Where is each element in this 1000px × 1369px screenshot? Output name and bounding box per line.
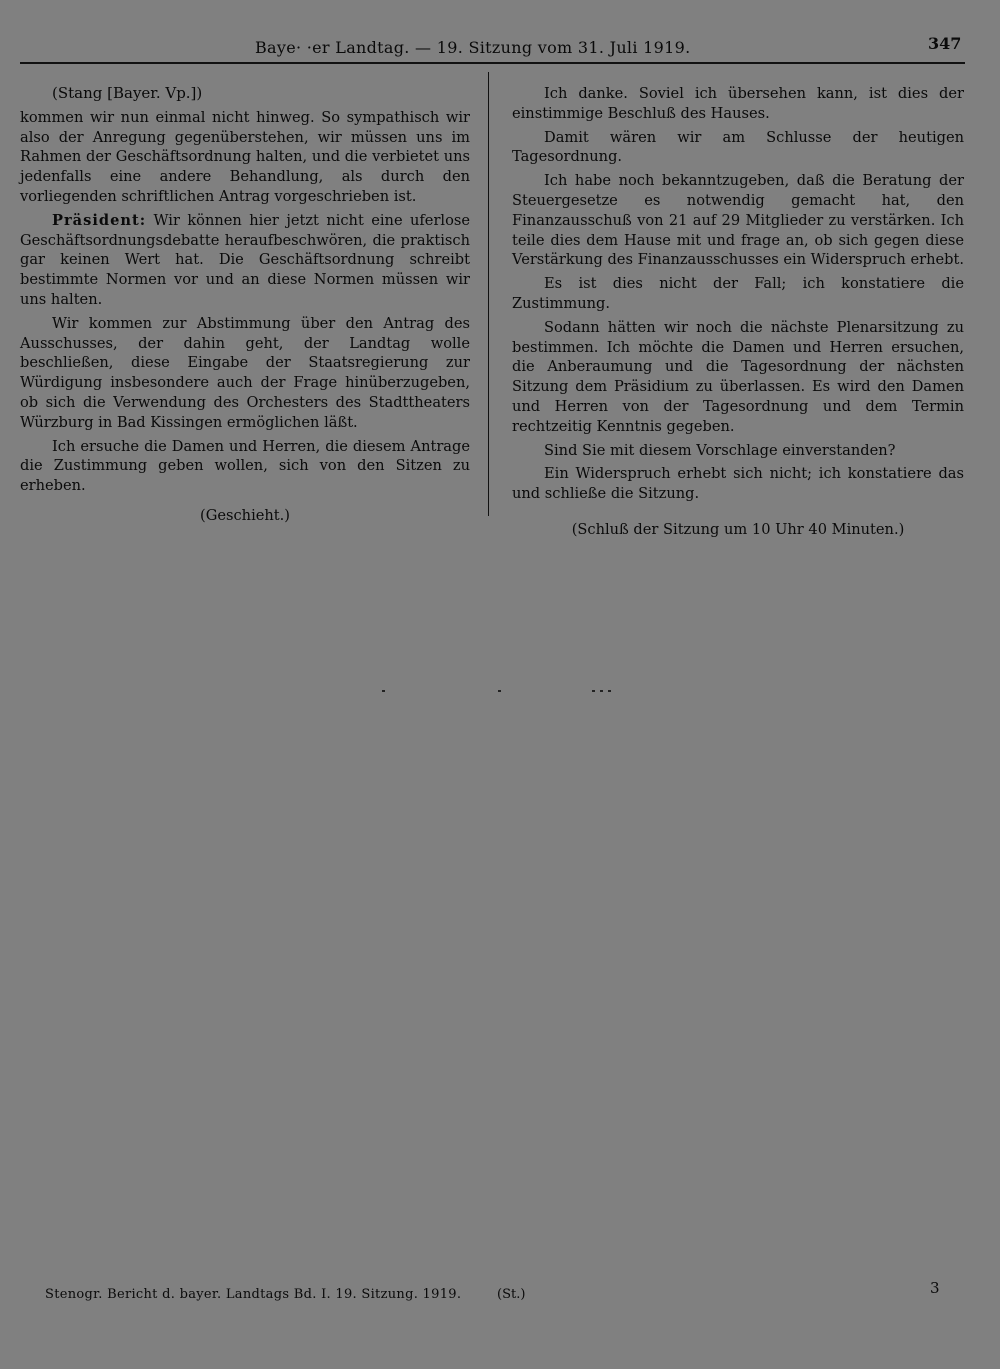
- speaker-name: Präsident:: [52, 211, 147, 229]
- right-column: [512, 84, 964, 544]
- session-close-note: (Schluß der Sitzung um 10 Uhr 40 Minuten.): [571, 520, 905, 538]
- header-rule: [20, 62, 965, 64]
- paragraph: Ich ersuche die Damen und Herren, die diesem Antrage die Zustimmung geben wollen, sich von den Sitzen zu erheben.: [20, 437, 470, 495]
- paragraph-text: Wir können hier jetzt nicht eine uferlose Geschäftsordnungsdebatte heraufbeschwören, die praktisch gar keinen Wert hat. Die Geschäftsordnung schreibt bestimmte Normen vor und an diese Normen müssen wir uns halten.: [20, 211, 470, 308]
- paragraph: Ich danke. Soviel ich übersehen kann, ist dies der einstimmige Beschluß des Hauses.: [512, 85, 964, 122]
- paragraph-president: [20, 211, 470, 310]
- paragraph: Es ist dies nicht der Fall; ich konstatiere die Zustimmung.: [512, 275, 964, 312]
- stage-direction: (Geschieht.): [200, 506, 290, 524]
- running-header-title: Baye· ·er Landtag. — 19. Sitzung vom 31. Juli 1919.: [255, 38, 691, 57]
- footer-sheet-number: 3: [930, 1279, 940, 1297]
- paragraph: Wir kommen zur Abstimmung über den Antrag des Ausschusses, der dahin geht, der Landtag wolle beschließen, diese Eingabe der Staatsregierung zur Würdigung insbesondere auch der Frage hinüberzugeben, ob sich die Verwendung des Orchesters des Stadttheaters Würzburg in Bad Kissingen ermöglichen läßt.: [20, 314, 470, 431]
- page-number: 347: [928, 34, 962, 53]
- scan-speckle-dots: [380, 690, 620, 694]
- paragraph: Damit wären wir am Schlusse der heutigen Tagesordnung.: [512, 128, 964, 166]
- speaker-tag: (Stang [Bayer. Vp.]): [52, 84, 203, 102]
- footer-citation: Stenogr. Bericht d. bayer. Landtags Bd. I. 19. Sitzung. 1919.: [45, 1287, 462, 1302]
- left-column: [20, 84, 470, 530]
- paragraph: Ich habe noch bekanntzugeben, daß die Beratung der Steuergesetze es notwendig gemacht hat, den Finanzausschuß von 21 auf 29 Mitglieder zu verstärken. Ich teile dies dem Hause mit und frage an, ob sich gegen diese Verstärkung des Finanzausschusses ein Widerspruch erhebt.: [512, 172, 964, 269]
- column-divider: [488, 72, 489, 516]
- paragraph: Ein Widerspruch erhebt sich nicht; ich konstatiere das und schließe die Sitzung.: [512, 465, 964, 503]
- paragraph: kommen wir nun einmal nicht hinweg. So sympathisch wir also der Anregung gegenüberstehen, wir müssen uns im Rahmen der Geschäftsordnung halten, und die verbietet uns jedenfalls eine andere Behandlung, als durch den vorliegenden schriftlichen Antrag vorgeschrieben ist.: [20, 108, 470, 205]
- paragraph: Sodann hätten wir noch die nächste Plenarsitzung zu bestimmen. Ich möchte die Damen und Herren ersuchen, die Anberaumung und die Tagesordnung der nächsten Sitzung dem Präsidium zu überlassen. Es wird den Damen und Herren von der Tagesordnung und dem Termin rechtzeitig Kenntnis gegeben.: [512, 318, 964, 435]
- paragraph: Sind Sie mit diesem Vorschlage einverstanden?: [544, 441, 896, 459]
- footer-signature-mark: (St.): [497, 1287, 526, 1302]
